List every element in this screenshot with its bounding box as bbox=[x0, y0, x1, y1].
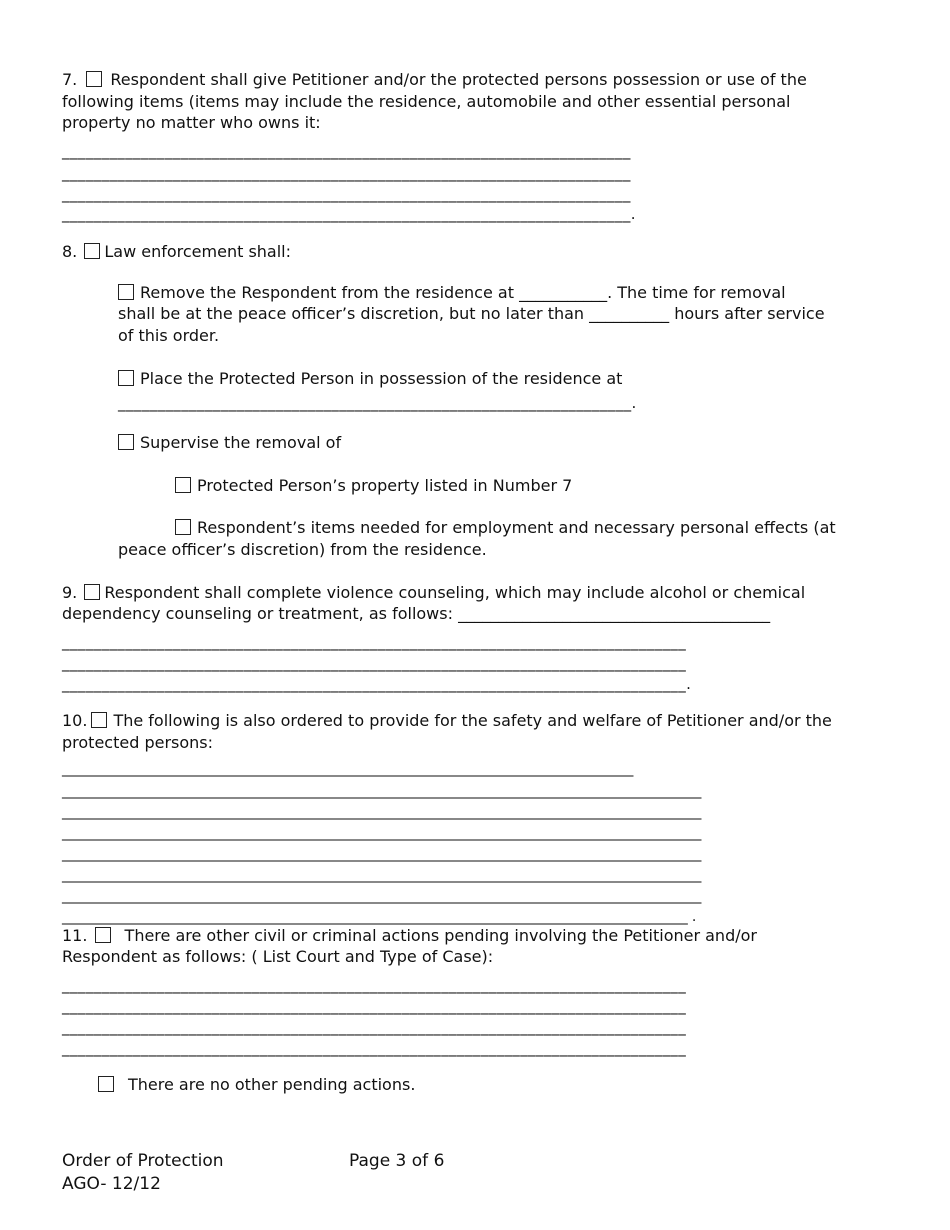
item-11-text-1: There are other civil or criminal actions pending involving the Petitioner and/or bbox=[124, 926, 757, 945]
item-7-blank-line[interactable]: ________________________________________________________________________ bbox=[62, 164, 631, 182]
item-10-blank-line[interactable]: ______________________________________________________________________________________________ bbox=[62, 867, 702, 883]
item-7-blank-line[interactable]: ________________________________________________________________________ bbox=[62, 185, 631, 203]
item-11-blank-line[interactable]: _______________________________________________________________________________ bbox=[62, 997, 687, 1015]
item-9-number: 9. bbox=[62, 583, 78, 602]
place-protected-line-1 bbox=[118, 368, 622, 390]
protected-property-checkbox[interactable] bbox=[175, 477, 191, 493]
supervise-removal-line bbox=[118, 432, 341, 454]
supervise-removal-text: Supervise the removal of bbox=[140, 433, 342, 452]
item-7-blank-line[interactable]: ________________________________________________________________________ bbox=[62, 142, 631, 160]
item-10-text-1: The following is also ordered to provide for the safety and welfare of Petitioner and/or the bbox=[113, 711, 832, 730]
item-9-blank-line-end[interactable]: _______________________________________________________________________________. bbox=[62, 675, 692, 693]
footer-page-number: Page 3 of 6 bbox=[349, 1151, 445, 1171]
item-10-line-1 bbox=[62, 710, 832, 732]
item-10-blank-line[interactable]: ______________________________________________________________________________________________ bbox=[62, 888, 702, 904]
item-11-blank-line[interactable]: _______________________________________________________________________________ bbox=[62, 1018, 687, 1036]
no-pending-line bbox=[98, 1074, 415, 1096]
item-10-blank-line[interactable]: ______________________________________________________________________________________________ bbox=[62, 825, 702, 841]
remove-respondent-text-1: Remove the Respondent from the residence at ___________. The time for removal bbox=[140, 283, 786, 302]
item-9-text-2: dependency counseling or treatment, as follows: _______________________________________ bbox=[62, 604, 771, 623]
no-pending-text: There are no other pending actions. bbox=[128, 1075, 416, 1094]
item-7-line-1 bbox=[62, 69, 807, 91]
item-7-blank-line-end[interactable]: ________________________________________________________________________. bbox=[62, 205, 636, 223]
place-protected-text-1: Place the Protected Person in possession of the residence at bbox=[140, 369, 623, 388]
item-10-blank-line[interactable]: ______________________________________________________________________________________________ bbox=[62, 846, 702, 862]
item-8-number: 8. bbox=[62, 242, 78, 261]
item-7-text-1: Respondent shall give Petitioner and/or the protected persons possession or use of the bbox=[110, 70, 807, 89]
respondent-items-line-1 bbox=[175, 517, 836, 539]
protected-property-text: Protected Person’s property listed in Number 7 bbox=[197, 476, 573, 495]
item-9-line-1 bbox=[62, 582, 805, 604]
item-8-header bbox=[62, 241, 291, 263]
remove-respondent-checkbox[interactable] bbox=[118, 284, 134, 300]
item-11-line-1 bbox=[62, 925, 757, 947]
supervise-removal-checkbox[interactable] bbox=[118, 434, 134, 450]
item-7-number: 7. bbox=[62, 70, 78, 89]
place-protected-blank[interactable]: _________________________________________________________________. bbox=[118, 394, 637, 412]
no-pending-checkbox[interactable] bbox=[98, 1076, 114, 1092]
item-11-blank-line[interactable]: _______________________________________________________________________________ bbox=[62, 976, 687, 994]
remove-respondent-text-2: shall be at the peace officer’s discretion, but no later than __________ hours after service bbox=[118, 304, 825, 323]
item-10-blank-line[interactable]: ______________________________________________________________________________________________ bbox=[62, 804, 702, 820]
item-8-label: Law enforcement shall: bbox=[104, 242, 292, 261]
item-10-text-2: protected persons: bbox=[62, 733, 214, 752]
item-8-checkbox[interactable] bbox=[84, 243, 100, 259]
item-11-number: 11. bbox=[62, 926, 88, 945]
item-11-text-2: Respondent as follows: ( List Court and Type of Case): bbox=[62, 947, 494, 966]
item-9-checkbox[interactable] bbox=[84, 584, 100, 600]
footer-form-title: Order of Protection bbox=[62, 1151, 224, 1171]
item-7-text-3: property no matter who owns it: bbox=[62, 113, 321, 132]
item-10-blank-line-end[interactable]: ____________________________________________________________________________________________ . bbox=[62, 909, 697, 925]
item-7-text-2: following items (items may include the residence, automobile and other essential personal bbox=[62, 92, 791, 111]
item-10-first-blank[interactable]: ____________________________________________________________________________________ bbox=[62, 761, 634, 777]
item-7-checkbox[interactable] bbox=[86, 71, 102, 87]
respondent-items-text-2: peace officer’s discretion) from the residence. bbox=[118, 540, 487, 559]
footer-form-code: AGO- 12/12 bbox=[62, 1174, 161, 1194]
item-10-blank-line[interactable]: ______________________________________________________________________________________________ bbox=[62, 783, 702, 799]
item-10-checkbox[interactable] bbox=[91, 712, 107, 728]
item-11-blank-line[interactable]: _______________________________________________________________________________ bbox=[62, 1039, 687, 1057]
place-protected-checkbox[interactable] bbox=[118, 370, 134, 386]
item-9-blank-line[interactable]: _______________________________________________________________________________ bbox=[62, 633, 687, 651]
item-9-blank-line[interactable]: _______________________________________________________________________________ bbox=[62, 654, 687, 672]
respondent-items-checkbox[interactable] bbox=[175, 519, 191, 535]
item-10-number: 10. bbox=[62, 711, 88, 730]
item-11-checkbox[interactable] bbox=[95, 927, 111, 943]
remove-respondent-line-1 bbox=[118, 282, 786, 304]
remove-respondent-text-3: of this order. bbox=[118, 326, 220, 345]
item-9-text-1: Respondent shall complete violence counseling, which may include alcohol or chemical bbox=[104, 583, 806, 602]
respondent-items-text-1: Respondent’s items needed for employment and necessary personal effects (at bbox=[197, 518, 836, 537]
protected-property-line bbox=[175, 475, 572, 497]
